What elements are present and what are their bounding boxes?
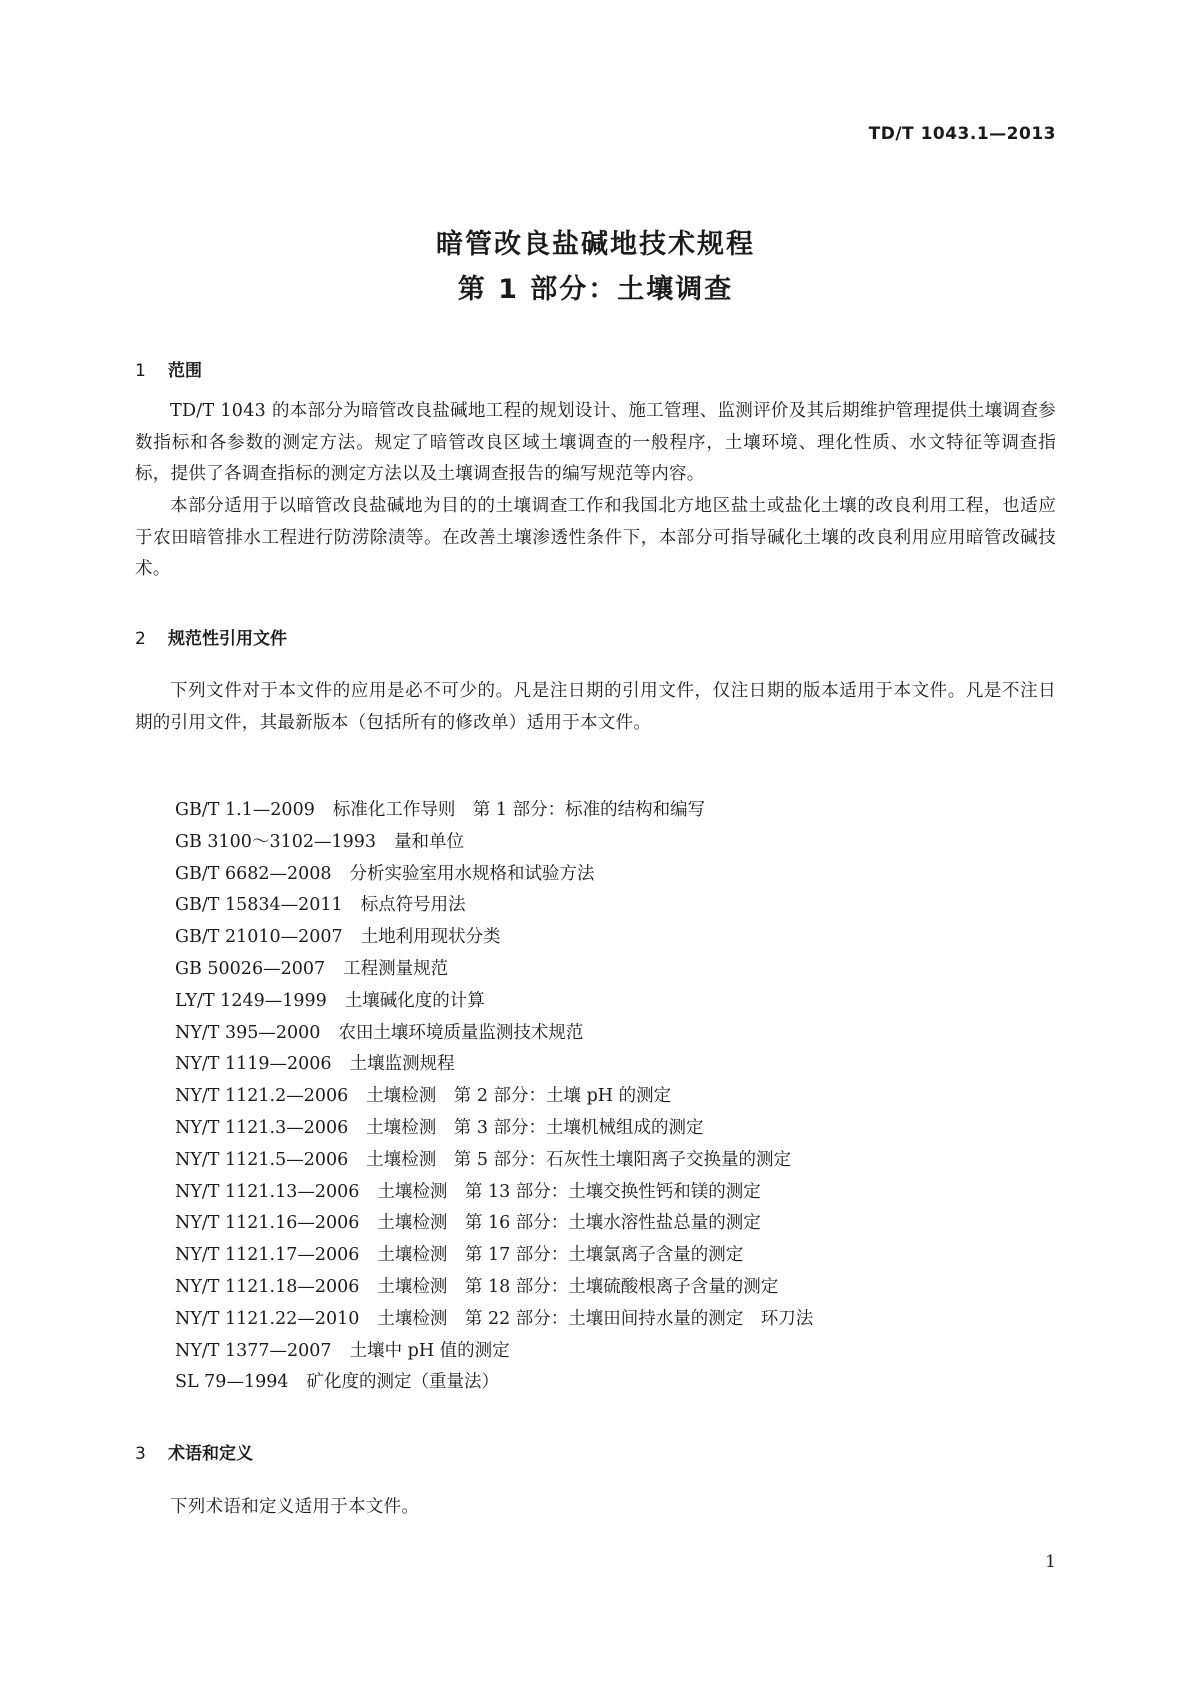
section-1-heading: [135, 356, 202, 381]
reference-code: GB/T 6682—2008: [175, 863, 332, 884]
reference-code: SL 79—1994: [175, 1372, 289, 1393]
reference-title: 土壤检测 第 2 部分：土壤 pH 的测定: [366, 1086, 672, 1107]
reference-item: [175, 922, 813, 954]
reference-code: NY/T 1121.3—2006: [175, 1117, 349, 1138]
reference-code: NY/T 1121.13—2006: [175, 1181, 360, 1202]
reference-title: 土壤检测 第 17 部分：土壤氯离子含量的测定: [377, 1245, 744, 1266]
section-2-heading: [135, 624, 287, 649]
scope-paragraph-1: TD/T 1043 的本部分为暗管改良盐碱地工程的规划设计、施工管理、监测评价及其后期维护管理提供土壤调查参数指标和各参数的测定方法。规定了暗管改良区域土壤调查的一般程序，土壤环境、理化性质、水文特征等调查指标，提供了各调查指标的测定方法以及土壤调查报告的编写规范等内容。: [135, 401, 1056, 484]
reference-code: NY/T 1121.16—2006: [175, 1213, 360, 1234]
reference-code: GB/T 21010—2007: [175, 927, 343, 948]
reference-title: 矿化度的测定（重量法）: [306, 1372, 499, 1393]
reference-item: [175, 1367, 813, 1399]
reference-code: NY/T 1121.2—2006: [175, 1086, 349, 1107]
reference-title: 土壤检测 第 16 部分：土壤水溶性盐总量的测定: [377, 1213, 761, 1234]
reference-title: 土壤检测 第 5 部分：石灰性土壤阳离子交换量的测定: [366, 1149, 792, 1170]
standard-code: TD/T 1043.1—2013: [868, 124, 1056, 144]
section-3-heading: [135, 1439, 253, 1464]
reference-code: LY/T 1249—1999: [175, 990, 327, 1011]
reference-title: 土壤检测 第 3 部分：土壤机械组成的测定: [366, 1117, 704, 1138]
section-3-title: 术语和定义: [168, 1444, 253, 1464]
reference-item: [175, 1240, 813, 1272]
reference-item: [175, 1145, 813, 1177]
reference-code: GB/T 15834—2011: [175, 895, 343, 916]
reference-code: NY/T 1121.22—2010: [175, 1308, 360, 1329]
reference-item: [175, 1113, 813, 1145]
section-1-number: 1: [135, 361, 146, 381]
reference-item: [175, 1272, 813, 1304]
reference-item: [175, 1081, 813, 1113]
reference-code: NY/T 1121.5—2006: [175, 1149, 349, 1170]
reference-title: 土壤监测规程: [349, 1054, 455, 1075]
reference-item: [175, 890, 813, 922]
reference-list: [175, 795, 813, 1399]
reference-title: 农田土壤环境质量监测技术规范: [338, 1022, 584, 1043]
reference-title: 工程测量规范: [343, 958, 449, 979]
reference-title: 分析实验室用水规格和试验方法: [349, 863, 595, 884]
reference-item: [175, 827, 813, 859]
reference-item: [175, 1304, 813, 1336]
reference-item: [175, 1049, 813, 1081]
reference-item: [175, 1018, 813, 1050]
reference-code: NY/T 1377—2007: [175, 1340, 332, 1361]
terms-intro: 下列术语和定义适用于本文件。: [170, 1497, 420, 1517]
reference-title: 标准化工作导则 第 1 部分：标准的结构和编写: [332, 800, 706, 820]
page-number: 1: [1045, 1552, 1056, 1572]
reference-code: NY/T 395—2000: [175, 1022, 321, 1043]
reference-item: [175, 859, 813, 891]
section-2-title: 规范性引用文件: [168, 629, 287, 649]
reference-code: GB 3100～3102—1993: [175, 831, 377, 852]
reference-item: [175, 1177, 813, 1209]
reference-item: [175, 954, 813, 986]
reference-code: NY/T 1119—2006: [175, 1054, 332, 1075]
reference-code: GB/T 1.1—2009: [175, 800, 315, 820]
reference-title: 土壤检测 第 18 部分：土壤硫酸根离子含量的测定: [377, 1276, 779, 1297]
reference-title: 量和单位: [394, 831, 465, 852]
reference-item: [175, 986, 813, 1018]
reference-title: 土壤检测 第 22 部分：土壤田间持水量的测定 环刀法: [377, 1308, 814, 1329]
reference-title: 土壤检测 第 13 部分：土壤交换性钙和镁的测定: [377, 1181, 761, 1202]
reference-code: NY/T 1121.17—2006: [175, 1245, 360, 1266]
section-1-title: 范围: [168, 361, 202, 381]
reference-item: [175, 1208, 813, 1240]
reference-title: 土壤碱化度的计算: [344, 990, 485, 1011]
reference-code: GB 50026—2007: [175, 958, 326, 979]
reference-item: [175, 795, 813, 827]
reference-title: 土壤中 pH 值的测定: [349, 1340, 510, 1361]
section-3-number: 3: [135, 1444, 146, 1464]
reference-item: [175, 1336, 813, 1368]
title-line-1: 暗管改良盐碱地技术规程: [436, 229, 755, 260]
normative-refs-intro: 下列文件对于本文件的应用是必不可少的。凡是注日期的引用文件，仅注日期的版本适用于本文件。凡是不注日期的引用文件，其最新版本（包括所有的修改单）适用于本文件。: [135, 681, 1056, 733]
reference-code: NY/T 1121.18—2006: [175, 1276, 360, 1297]
reference-title: 土地利用现状分类: [360, 927, 501, 948]
reference-title: 标点符号用法: [360, 895, 466, 916]
scope-paragraph-2: 本部分适用于以暗管改良盐碱地为目的的土壤调查工作和我国北方地区盐土或盐化土壤的改良利用工程，也适应于农田暗管排水工程进行防涝除渍等。在改善土壤渗透性条件下，本部分可指导碱化土壤的改良利用应用暗管改碱技术。: [135, 496, 1056, 579]
title-line-2: 第 1 部分：土壤调查: [457, 274, 734, 305]
section-2-number: 2: [135, 629, 146, 649]
document-title: [0, 222, 1191, 312]
